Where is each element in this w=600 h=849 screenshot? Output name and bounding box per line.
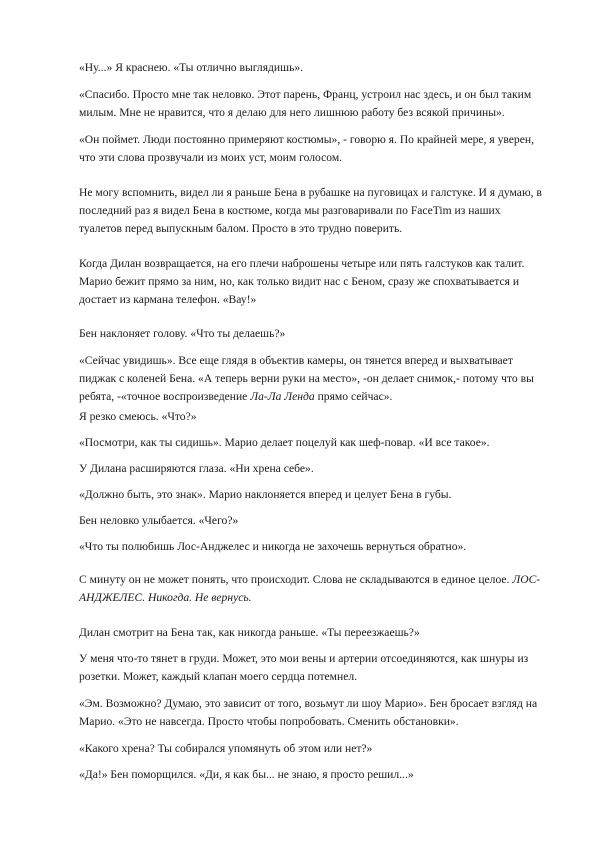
italic-title: Ла-Ла Ленда xyxy=(250,390,315,404)
paragraph xyxy=(79,408,537,426)
paragraph xyxy=(79,434,537,452)
paragraph xyxy=(79,59,537,77)
paragraph xyxy=(79,486,537,504)
paragraph xyxy=(79,571,541,607)
text-line: «Что ты полюбишь Лос-Анджелес и никогда не захочешь вернуться обратно». xyxy=(79,540,467,553)
paragraph xyxy=(79,352,537,407)
text-line: Бен неловко улыбается. «Чего?» xyxy=(79,514,239,527)
text-line: что эти слова прозвучали из моих уст, моим голосом. xyxy=(79,151,343,165)
italic-thought: АНДЖЕЛЕС. Никогда. Не вернусь. xyxy=(79,591,252,605)
text-line: «Ну...» Я краснею. «Ты отлично выглядишь». xyxy=(79,61,304,74)
text-run: ребята, -«точное воспроизведение xyxy=(79,390,251,404)
text-line: У меня что-то тянет в груди. Может, это мои вены и артерии отсоединяются, как шнуры из xyxy=(79,652,529,665)
text-line: милым. Мне не нравится, что я делаю для него лишнюю работу без всякой причины». xyxy=(79,106,505,120)
text-line: «Он поймет. Люди постоянно примеряют костюмы», - говорю я. По крайней мере, я уверен, xyxy=(79,133,534,146)
text-line: туалетов перед выпускным балом. Просто в это трудно поверить. xyxy=(79,222,403,236)
text-run: прямо сейчас». xyxy=(314,390,393,404)
text-line: Марио бежит прямо за ним, но, как только видит нас с Беном, сразу же спохватывается и xyxy=(79,275,520,289)
paragraph xyxy=(79,740,537,758)
paragraph xyxy=(79,184,542,239)
text-line: Я резко смеюсь. «Что?» xyxy=(79,410,197,423)
text-line xyxy=(79,388,537,406)
text-line xyxy=(79,571,541,589)
paragraph xyxy=(79,650,537,686)
paragraph xyxy=(79,460,537,478)
text-line: «Да!» Бен поморщился. «Ди, я как бы... не знаю, я просто решил...» xyxy=(79,768,414,781)
text-line: «Должно быть, это знак». Марио наклоняется вперед и целует Бена в губы. xyxy=(79,488,452,501)
text-line: «Какого хрена? Ты собирался упомянуть об этом или нет?» xyxy=(79,742,373,755)
text-line: «Посмотри, как ты сидишь». Марио делает поцелуй как шеф-повар. «И все такое». xyxy=(79,436,490,449)
paragraph xyxy=(79,255,537,310)
text-line: Бен наклоняет голову. «Что ты делаешь?» xyxy=(79,327,286,340)
text-line: достает из кармана телефон. «Вау!» xyxy=(79,293,257,307)
text-line: «Спасибо. Просто мне так неловко. Этот парень, Франц, устроил нас здесь, и он был таким xyxy=(79,88,532,101)
paragraph xyxy=(79,538,537,556)
text-line: последний раз я видел Бена в костюме, когда мы разговаривали по FaceTim из наших xyxy=(79,204,501,218)
text-run: С минуту он не может понять, что происходит. Слова не складываются в единое целое. xyxy=(79,573,513,586)
paragraph xyxy=(79,86,537,122)
text-line: Когда Дилан возвращается, на его плечи наброшены четыре или пять галстуков как талит. xyxy=(79,257,525,270)
paragraph xyxy=(79,512,537,530)
italic-thought: ЛОС- xyxy=(512,573,541,586)
text-line: Марио. «Это не навсегда. Просто чтобы попробовать. Сменить обстановки». xyxy=(79,715,459,729)
text-line: Дилан смотрит на Бена так, как никогда раньше. «Ты переезжаешь?» xyxy=(79,626,420,639)
text-line: У Дилана расширяются глаза. «Ни хрена себе». xyxy=(79,462,314,475)
paragraph xyxy=(79,766,537,784)
paragraph xyxy=(79,695,537,731)
text-line: Не могу вспомнить, видел ли я раньше Бена в рубашке на пуговицах и галстуке. И я думаю, в xyxy=(79,186,542,199)
paragraph xyxy=(79,131,537,167)
paragraph xyxy=(79,325,537,343)
text-line xyxy=(79,589,537,607)
text-line: розетки. Может, каждый клапан моего сердца потемнел. xyxy=(79,670,358,684)
text-line: пиджак с коленей Бена. «А теперь верни руки на место», -он делает снимок,- потому что вы xyxy=(79,372,534,386)
paragraph xyxy=(79,624,537,642)
text-line: «Эм. Возможно? Думаю, это зависит от того, возьмут ли шоу Марио». Бен бросает взгляд на xyxy=(79,697,538,710)
text-line: «Сейчас увидишь». Все еще глядя в объектив камеры, он тянется вперед и выхватывает xyxy=(79,354,513,367)
